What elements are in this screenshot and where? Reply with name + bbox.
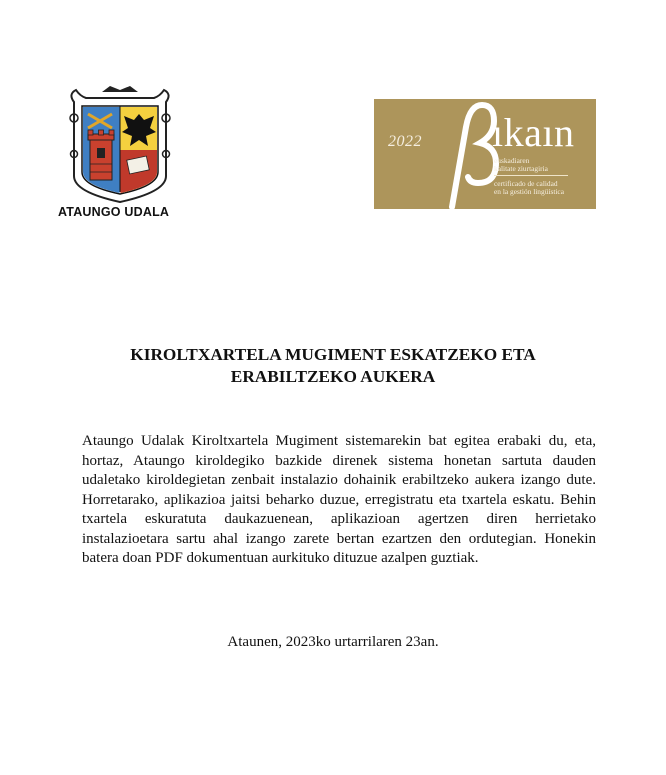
municipality-name: ATAUNGO UDALA — [58, 205, 170, 219]
certificate-divider — [494, 175, 568, 176]
title-line: KIROLTXARTELA MUGIMENT ESKATZEKO ETA — [130, 345, 536, 364]
certificate-wordmark: ıkaın — [492, 110, 575, 155]
certificate-line: kalitate ziurtagiria — [494, 164, 548, 173]
certificate-line: certificado de calidad — [494, 179, 558, 188]
title-line: ERABILTZEKO AUKERA — [230, 367, 436, 386]
bikain-certificate-logo — [374, 99, 596, 209]
document-signoff: Ataunen, 2023ko urtarrilaren 23an. — [227, 634, 439, 650]
certificate-year: 2022 — [388, 133, 422, 150]
document-title — [0, 344, 666, 388]
certificate-line: en la gestión lingüística — [494, 187, 564, 196]
coat-of-arms-icon — [64, 84, 176, 204]
document-body: Ataungo Udalak Kiroltxartela Mugiment sistemarekin bat egitea erabaki du, eta, hortaz, Ataungo kiroldegiko bazkide direnek sistema honetan sartuta dauden udaletako kiroldegietan zenbait instalazio dohainik erabiltzeko aukera izango dute. Horretarako, aplikazioa jaitsi beharko duzue, erregistratu eta txartela eskatu. Behin txartela eskuratuta daukazuenean, aplikazioan agertzen diren herrietako instalazioetara sartu ahal izango zarete bertan ezartzen den ordutegian. Honekin batera doan PDF dokumentuan aurkituko dituzue azalpen guztiak. — [82, 433, 596, 566]
certificate-line: euskadiaren — [494, 156, 530, 165]
